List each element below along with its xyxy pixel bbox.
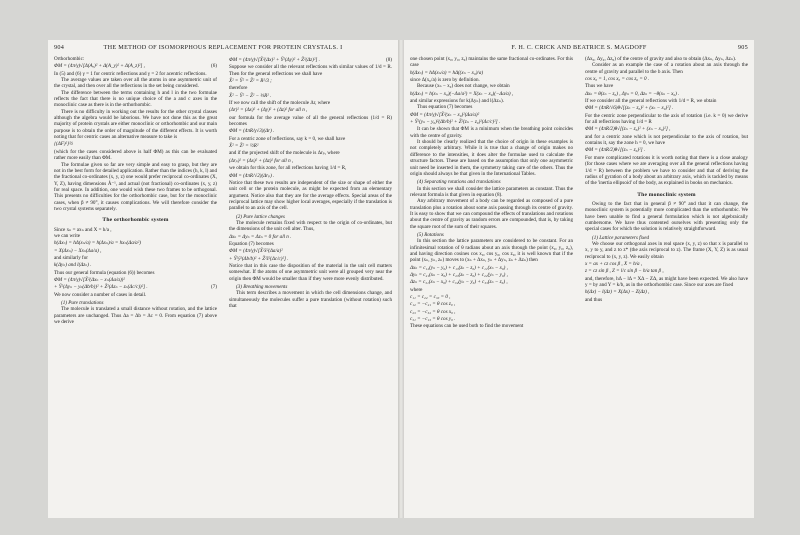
equation <box>410 301 573 307</box>
paragraph <box>229 220 392 233</box>
equation-text: Δxₙ = Δyₙ = Δzₙ = 0 for all n . <box>229 233 292 240</box>
paragraph <box>54 292 217 298</box>
paragraph-text: (Δx₀, Δy₀, Δz₀) of the centre of gravity and also to obtain (Δxₙ, Δyₙ, Δzₙ). <box>585 56 737 62</box>
paragraph-text: one chosen point (x₀, y₀, z₀) maintains the same fractional co-ordinates. For this case <box>410 56 573 69</box>
equation-text: ΦM = (4π/γ)√[X̄²(xₙ − x₀)²(Δa/a)² <box>410 111 480 118</box>
paragraph <box>229 100 392 106</box>
left-page-header <box>54 44 392 54</box>
right-page <box>404 40 754 518</box>
paragraph <box>229 136 392 142</box>
equation <box>410 112 573 118</box>
paragraph <box>410 238 573 263</box>
equation <box>585 91 748 97</box>
equation <box>229 173 392 179</box>
right-column-2 <box>585 56 748 303</box>
paragraph-text: The molecule is translated a small distance without rotation, and the lattice parameters are unchanged. Thus Δa = Δb = Δc = 0. From equation (7) above we derive <box>54 306 217 326</box>
equation-text: ΦM = (4πR/γ√3)(Δr) . <box>229 128 275 135</box>
equation-text: Δxₙ = c₁₂(yₙ − y₀) + c₁₃(zₙ − z₀) + c₁₁(xₙ − x₀) , <box>410 264 508 271</box>
paragraph <box>229 64 392 77</box>
paragraph <box>410 186 573 199</box>
paragraph-text: Notice that in this case the disposition of the material in the unit cell matters somewhat. If the atoms of one asymmetric unit were all grouped very near the origin then ΦM would be smaller than if they were more evenly distributed. <box>229 262 392 282</box>
equation <box>410 265 573 271</box>
equation-text: h(Δxₙ) = hΔ(xₙ/a) = hΔ((xₙ − x₀)/a) <box>410 69 484 76</box>
paragraph-text: This term describes a movement in which the cell dimensions change, and simultaneously the molecules suffer a pure translation (without rotation) such that <box>229 290 392 310</box>
equation <box>54 240 217 246</box>
paragraph <box>229 263 392 282</box>
paragraph <box>54 149 217 162</box>
equation <box>54 63 217 69</box>
equation <box>585 126 748 132</box>
paragraph-text: Owing to the fact that in general β ≠ 90° and that it can change, the monoclinic system is potentially more complicated than the orthorhombic. We have been unable to find a general formulation which is not algebraically cumbersome. We have thus contented ourselves with presenting only the special cases for which the solution is relatively straightforward. <box>585 200 748 233</box>
equation-text: X̄² = Z̄² = ½R² <box>229 143 259 150</box>
subsection-heading: (1) Pure translations <box>61 300 104 307</box>
equation <box>229 78 392 84</box>
right-running-title: F. H. C. CRICK AND BEATRICE S. MAGDOFF <box>511 44 647 51</box>
equation <box>229 143 392 149</box>
equation <box>229 256 392 262</box>
equation-text: c₃₁ = −c₁₃ = θ cos y₀ . <box>410 316 456 323</box>
right-column-1 <box>410 56 573 330</box>
paragraph <box>585 134 748 147</box>
equation-text: ΦM = (4π/γ)√[X̄²x̄²(Δa/a)² <box>229 248 283 255</box>
equation <box>229 128 392 134</box>
equation-text: h(Δxₙ) = h(xₙ − x₀)(−Δa/a²) = X(xₙ − x₀)(−Δa/a) , <box>410 90 514 97</box>
paragraph <box>54 306 217 325</box>
equation <box>585 147 748 153</box>
equation-text: cos x₀ = 1, cos x₀ = cos z₀ = 0 . <box>585 76 650 83</box>
section-heading: The orthorhombic system <box>102 217 169 224</box>
paragraph <box>585 98 748 104</box>
paragraph-text: We now consider a number of cases in detail. <box>54 291 147 298</box>
paragraph-text: and similarly for <box>54 254 88 261</box>
paragraph-text: It can be shown that ΦM is a minimum when the breathing point coincides with the centre of gravity. <box>410 126 573 139</box>
equation-text: ΦM = (4πR/2)θ√[(zₙ − z₀)² + (xₙ − x₀)²] , <box>585 126 671 133</box>
paragraph <box>585 201 748 233</box>
equation <box>54 262 217 268</box>
equation-text: x = ax + cz cos β , X = h/a , <box>585 260 643 267</box>
paragraph-text: Equation (7) becomes <box>229 240 274 247</box>
equation <box>585 289 748 295</box>
paragraph <box>54 56 217 62</box>
equation <box>410 91 573 97</box>
equation <box>229 248 392 254</box>
paragraph-text: we can write <box>54 232 81 239</box>
paragraph <box>229 241 392 247</box>
subsection-heading: (1) Lattice parameters fixed <box>592 234 650 241</box>
paragraph-text: The molecule remains fixed with respect to the origin of co-ordinates, but the dimensions of the unit cell alter. Thus, <box>229 219 392 233</box>
equation <box>410 309 573 315</box>
equation-text: h(Δx) − l(Δz) = X(Δx) − Z(Δz) , <box>585 289 650 296</box>
paragraph <box>410 139 573 177</box>
equation-text: ΦM = (4πR/√6)θ√[(zₙ − z₀)² + (xₙ − x₀)²] . <box>585 105 674 112</box>
equation-number: (6) <box>211 63 217 70</box>
right-page-number: 905 <box>737 44 748 51</box>
paragraph-text: In this section we shall consider the lattice parameters as constant. Thus the relevant formula is that given in equation (8). <box>410 185 573 198</box>
equation <box>229 57 392 63</box>
paragraph <box>410 83 573 89</box>
paragraph-text: For a centric zone of reflections, say k = 0, we shall have <box>229 135 346 142</box>
subsection-heading: (3) Breathing movements <box>236 284 288 290</box>
paragraph-text: and, therefore, hΔ − lΔ = XΔ − ZΔ, as might have been expected. We also have y = by and Y = k/b, as in the orthorhombic case. Since our axes are fixed <box>585 275 748 288</box>
paragraph-text: Because (xₙ − x₀) does not change, we obtain <box>417 83 510 90</box>
left-page-number: 904 <box>54 44 65 51</box>
paragraph <box>54 109 217 141</box>
equation <box>54 141 217 147</box>
paragraph-text: Any arbitrary movement of a body can be regarded as composed of a pure translation plus a rotation about some axis passing through its centre of gravity. It is easy to show that we can compound the effects of translations and rotations about the centre of gravity as random errors are compounded, that is, by taking the square root of the sum of their squares. <box>410 198 573 230</box>
paragraph-text: The formulae given so far are very simple and easy to grasp, but they are not in the best form for detailed application. Rather than the indices (h, k, l) and the fractional co-ordinates (x, y, z) one would prefer reciprocal co-ordinates (X, Y, Z), having dimensions Å⁻¹, and actual (not fractional) co-ordinates (x, y, z) for real space. In addition, one would wish these two frames to be orthogonal. This presents no difficulties for the orthorhombic case, but for the monoclinic cases, when β ≠ 90°, it causes complications. We will therefore consider the two crystal systems separately. <box>54 161 217 212</box>
paragraph <box>585 62 748 75</box>
paragraph-text: Thus we have <box>585 83 614 90</box>
paragraph <box>229 150 392 156</box>
paragraph-text: We choose our orthogonal axes in real space (x, y, z) so that x is parallel to x, y to y, and z to z* (the axis reciprocal to z). The frame (X, Y, Z) is as usual reciprocal to (x, y, z). We easily obtain <box>585 240 748 260</box>
paragraph <box>229 165 392 171</box>
equation <box>229 93 392 99</box>
paragraph-text: where <box>410 286 423 293</box>
paragraph <box>585 276 748 289</box>
paragraph-text: It should be clearly realized that the choice of origin in these examples is not completely arbitrary. While it is true that a change of origin makes no difference to the intensities, it does alter the formulae used to calculate the structure factors. These are based on the assumption that only one asymmetric unit need be inserted in them, the symmetry taking care of the others. Thus the origin should always be that given in the International Tables. <box>410 139 573 177</box>
paragraph-text: These equations can be used both to find the movement <box>410 323 524 330</box>
equation-text: + Ȳ²ȳ²(Δb/b)² + Z̄²z̄²(Δc/c)²] . <box>229 255 289 262</box>
paragraph-text: The difference between the terms containing h and l in the two formulae reflects the fact that there is no unique choice of the a and c axes in the monoclinic case as there is in the orthorhombic. <box>54 89 217 109</box>
paragraph <box>585 241 748 260</box>
equation <box>54 248 217 254</box>
equation <box>54 277 217 283</box>
paragraph-text: Notice that these two results are independent of the size or shape of either the unit cell or the protein molecule, as might be expected from an elementary argument. Notice also that they are for the average effects. Special areas of the reciprocal lattice may show higher local averages, especially if the translation is parallel to an axis of the cell. <box>229 179 392 212</box>
paragraph <box>54 233 217 239</box>
subsection-heading: (4) Separating rotations and translations <box>417 179 501 186</box>
equation <box>410 119 573 125</box>
paragraph-text: Thus equation (7) becomes <box>417 104 473 111</box>
equation-text: ΦM = (4π/γ)√[X̄²(Δx)² + Ȳ²(Δy)² + Z̄²(Δz)²] . <box>229 57 320 63</box>
paragraph <box>229 85 392 91</box>
equation-text: Δzₙ = c₃₁(xₙ − x₀) + c₃₂(yₙ − y₀) + c₃₃(zₙ − z₀) , <box>410 279 508 286</box>
equation <box>410 294 573 300</box>
paragraph-text: (which for the cases considered above is half ΦM) as this can be evaluated rather more easily than ΦM. <box>54 148 217 162</box>
paragraph-text: In (5) and (6) γ = 1 for centric reflections and γ = 2 for acentric reflections. <box>54 70 207 77</box>
paragraph-text: and thus <box>585 296 603 303</box>
equation-text: (Δrₚ)² = (Δx)² + (Δz)² for all n , <box>229 157 294 164</box>
paragraph <box>54 162 217 213</box>
equation-text: = X(Δxₙ) − Xxₙ(Δa/a) , <box>54 247 102 254</box>
paragraph-text: since Δ(x₀/a) is zero by definition. <box>410 77 480 84</box>
equation <box>410 316 573 322</box>
paragraph <box>229 115 392 128</box>
paragraph-text: The average values are taken over all the atoms in one asymmetric unit of the crystal, and then over all the reflections in the set being considered. <box>54 77 217 90</box>
equation <box>229 158 392 164</box>
paragraph <box>585 155 748 187</box>
paragraph-text: Suppose we consider all the relevant reflections with similar values of 1/d = R. Then for the general reflections we shall have <box>229 64 392 77</box>
paragraph-text: and similar expressions for k(Δyₙ) and l(Δzₙ). <box>410 98 504 105</box>
paragraph <box>410 104 573 110</box>
subsection-heading: (2) Pure lattice changes <box>236 213 285 220</box>
equation <box>585 261 748 267</box>
equation-text: X̄² − Ȳ² − Z̄² − ⅓R² . <box>229 92 272 99</box>
paragraph-text: For the centric zone perpendicular to the axis of rotation (i.e. k = 0) we derive for all reflections having 1/d = R <box>585 112 748 126</box>
paragraph <box>410 323 573 329</box>
paragraph <box>54 270 217 276</box>
paragraph <box>410 287 573 293</box>
subsection-heading: (5) Rotations <box>417 231 444 238</box>
equation-text: k(Δyₙ) and l(Δzₙ) . <box>54 262 92 269</box>
equation <box>410 279 573 285</box>
equation-text: c₁₁ = c₂₂ = c₃₃ = 0 , <box>410 294 451 301</box>
equation <box>229 107 392 113</box>
left-column-2 <box>229 56 392 309</box>
paragraph-text: and for a centric zone which is not perpendicular to the axis of rotation, but contains it, say the zone h = 0, we have <box>585 133 748 147</box>
equation-text: + Ȳ²(yₙ − y₀)²(Δb/b)² + Z̄²(zₙ − z₀)²(Δc/c)²] . <box>410 119 501 126</box>
paragraph <box>410 56 573 69</box>
paragraph <box>229 180 392 212</box>
paragraph <box>585 113 748 126</box>
left-page <box>48 40 398 518</box>
equation-text: h(Δxₙ) = hΔ(xₙ/a) = h(Δxₙ)/a = hxₙ(Δa/a²) <box>54 240 141 247</box>
right-page-header <box>410 44 748 54</box>
paragraph <box>54 90 217 109</box>
equation <box>410 272 573 278</box>
equation-text: ΦM = (4π/γ)√[Δ(Aₓ)² + Δ(A_y)² + Δ(A_z)²] , <box>54 63 145 70</box>
equation <box>54 284 217 290</box>
equation <box>585 268 748 274</box>
paragraph-text: Consider as an example the case of a rotation about an axis through the centre of gravity and parallel to the b axis. Then <box>585 62 748 75</box>
paragraph-text: If we now call the shift of the molecule Δr, where <box>229 100 331 107</box>
equation-text: Δyₙ = c₂₁(xₙ − x₀) + c₂₃(zₙ − z₀) + c₂₂(yₙ − y₀) , <box>410 272 508 278</box>
paragraph <box>410 198 573 230</box>
equation-text: c₁₂ = −c₂₁ = θ cos z₀ , <box>410 301 456 308</box>
equation-text: z = cz sin β , Z = l/c sin β − h/a tan β , <box>585 268 664 275</box>
equation-text: ΦM = (4πR/2)θ√[(zₙ − z₀)²] . <box>585 147 646 154</box>
paragraph-text: we obtain for this zone, for all reflections having 1/d = R, <box>229 165 347 172</box>
paragraph-text: In this section the lattice parameters are considered to be constant. For an infinitesimal rotation of θ radians about an axis through the point (x₀, y₀, z₀), and having direction cosines cos x₀, cos y₀, cos z₀, it is well known that if the point (xₙ, yₙ, zₙ) moves to (xₙ + Δxₙ, yₙ + Δyₙ, zₙ + Δzₙ) then <box>410 238 573 264</box>
paragraph-text: Since xₙ = axₙ and X = h/a , <box>54 226 112 233</box>
paragraph-text: our formula for the average value of all the general reflections (1/d = R) becomes <box>229 114 392 128</box>
equation-number: (8) <box>386 57 392 63</box>
paragraph <box>585 297 748 303</box>
equation-text: ΦM = (4π/γ)√[X̄²(Δxₙ − xₙ(Δa/a))² <box>54 277 125 283</box>
paragraph-text: and if the projected shift of the molecule is Δrₚ, where <box>229 150 340 157</box>
left-column-1 <box>54 56 217 325</box>
paragraph <box>54 255 217 261</box>
equation <box>585 76 748 82</box>
equation-text: ΦM = (4πR/√2)(Δrₚ) . <box>229 172 275 179</box>
equation-text: + Ȳ²(Δyₙ − yₙ(Δb/b))² + Z̄²(Δzₙ − zₙ(Δc/c))²] . <box>54 284 148 291</box>
paragraph-text: There is no difficulty in working out the results for the other crystal classes although the algebra would be laborious. We have not done this as the great majority of protein crystals are either monoclinic or orthorhombic and our main purpose is to obtain the order of magnitude of the different effects. It is worth noting that for centric cases an alternative measure to take is <box>54 108 217 141</box>
paragraph-text: therefore <box>229 85 248 92</box>
paragraph-text: Orthorhombic: <box>54 56 85 62</box>
paragraph <box>410 126 573 139</box>
equation <box>585 105 748 111</box>
paragraph <box>229 290 392 309</box>
equation-text: (Δr)² = (Δx)² + (Δy)² + (Δz)² for all n , <box>229 107 308 114</box>
paragraph-text: If we consider all the general reflections with 1/d = R, we obtain <box>585 98 717 105</box>
equation-text: X̄² = Ȳ² = Z̄² = R²/3 ; <box>229 78 272 85</box>
equation-text: Δxₙ = θ(zₙ − z₀) , Δyₙ = 0, Δzₙ = −θ(xₙ − x₀) . <box>585 90 680 97</box>
equation <box>229 234 392 240</box>
paragraph <box>585 83 748 89</box>
equation-text: {(ΔF)²}½ <box>54 141 73 148</box>
paragraph <box>54 77 217 90</box>
section-heading: The monoclinic system <box>637 191 696 198</box>
paragraph-text: Thus our general formula (equation (6)) becomes <box>54 269 155 276</box>
equation-text: c₂₃ = −c₃₂ = θ cos x₀ , <box>410 308 456 315</box>
left-running-title: THE METHOD OF ISOMORPHOUS REPLACEMENT FOR PROTEIN CRYSTALS. I <box>103 44 343 51</box>
equation <box>410 70 573 76</box>
equation-number: (7) <box>211 284 217 291</box>
paragraph-text: For more complicated rotations it is worth noting that there is a close analogy (for those cases where we are averaging over all the general reflections having 1/d = R) between the problem we have to consider and that of deriving the radius of gyration of a body about an arbitrary axis, which is tackled by means of the 'inertia ellipsoid' of the body, as explained in books on mechanics. <box>585 154 748 187</box>
